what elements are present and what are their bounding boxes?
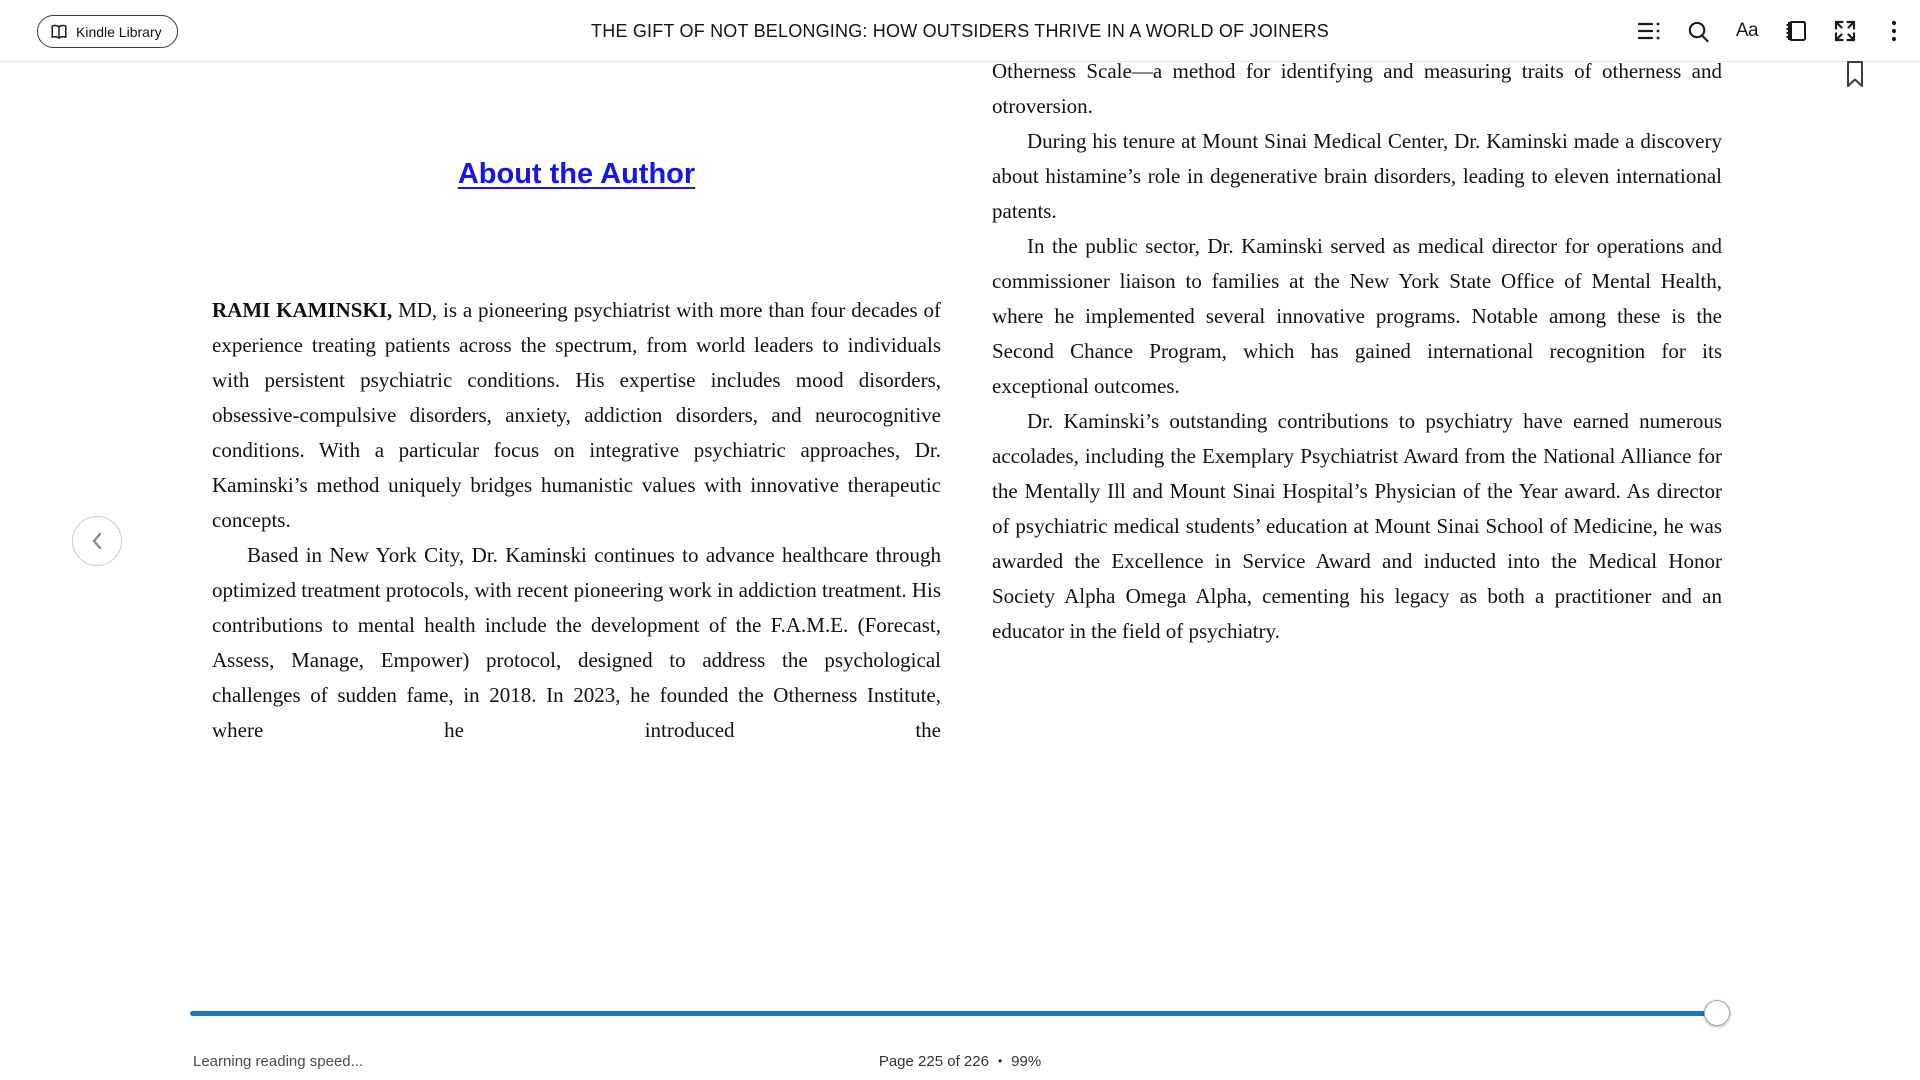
font-settings-icon[interactable] bbox=[1734, 18, 1760, 44]
separator-dot: • bbox=[997, 1054, 1003, 1068]
header-toolbar bbox=[1636, 0, 1907, 62]
book-title: THE GIFT OF NOT BELONGING: HOW OUTSIDERS THRIVE IN A WORLD OF JOINERS bbox=[591, 21, 1329, 41]
font-settings-label: Aa bbox=[1735, 20, 1759, 41]
author-name: RAMI KAMINSKI, bbox=[212, 298, 393, 322]
right-text-column bbox=[992, 54, 1722, 649]
paragraph-text: MD, is a pioneering psychiatrist with more than four decades of experience treating patients across the spectrum, from world leaders to individuals with persistent psychiatric conditions. His expertise includes mood disorders, obsessive-compulsive disorders, anxiety, addiction disorders, and neurocognitive conditions. With a particular focus on integrative psychiatric approaches, Dr. Kaminski’s method uniquely bridges humanistic values with innovative therapeutic concepts. bbox=[212, 298, 941, 532]
paragraph: In the public sector, Dr. Kaminski served as medical director for operations and commissioner liaison to families at the New York State Office of Mental Health, where he implemented several innovative programs. Notable among these is the Second Chance Program, which has gained international recognition for its exceptional outcomes. bbox=[992, 234, 1722, 398]
top-bar bbox=[0, 0, 1920, 62]
bookmark-icon[interactable] bbox=[1845, 60, 1865, 88]
overflow-menu-icon[interactable] bbox=[1881, 18, 1907, 44]
reading-speed-status: Learning reading speed... bbox=[193, 1053, 364, 1070]
go-to-list-icon[interactable] bbox=[1636, 18, 1662, 44]
paragraph: Otherness Scale—a method for identifying and measuring traits of otherness and otroversion. bbox=[992, 59, 1722, 118]
left-text-column bbox=[212, 155, 941, 748]
kindle-library-label: Kindle Library bbox=[76, 23, 162, 40]
paragraph: Based in New York City, Dr. Kaminski continues to advance healthcare through optimized treatment protocols, with recent pioneering work in addiction treatment. His contributions to mental health include the development of the F.A.M.E. (Forecast, Assess, Manage, Empower) protocol, designed to address the psychological challenges of sudden fame, in 2018. In 2023, he founded the Otherness Institute, where he introduced the bbox=[212, 543, 941, 742]
previous-page-button[interactable] bbox=[72, 516, 122, 566]
page-indicator bbox=[0, 1053, 1920, 1070]
search-icon[interactable] bbox=[1685, 18, 1711, 44]
chapter-heading-link[interactable]: About the Author bbox=[457, 158, 696, 190]
paragraph: Dr. Kaminski’s outstanding contributions to psychiatry have earned numerous accolades, including the Exemplary Psychiatrist Award from the National Alliance for the Mentally Ill and Mount Sinai Hospital’s Physician of the Year award. As director of psychiatric medical students’ education at Mount Sinai School of Medicine, he was awarded the Excellence in Service Award and inducted into the Medical Honor Society Alpha Omega Alpha, cementing his legacy as both a practitioner and an educator in the field of psychiatry. bbox=[992, 409, 1722, 643]
reading-progress-slider[interactable] bbox=[190, 1011, 1732, 1016]
reading-progress-fill bbox=[190, 1011, 1717, 1016]
paragraph: During his tenure at Mount Sinai Medical Center, Dr. Kaminski made a discovery about histamine’s role in degenerative brain disorders, leading to eleven international patents. bbox=[992, 129, 1722, 223]
reading-progress-handle[interactable] bbox=[1704, 1000, 1730, 1026]
paragraph bbox=[212, 293, 941, 538]
percent-read: 99% bbox=[1011, 1053, 1042, 1070]
fullscreen-icon[interactable] bbox=[1832, 18, 1858, 44]
page-number-text: Page 225 of 226 bbox=[878, 1053, 989, 1070]
notebook-icon[interactable] bbox=[1783, 18, 1809, 44]
